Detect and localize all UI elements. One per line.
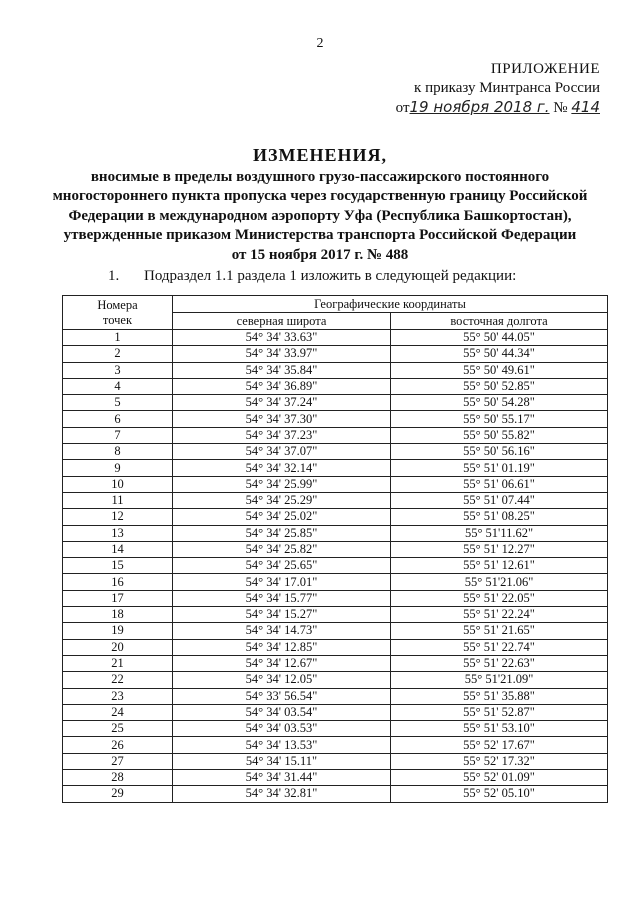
east-longitude-cell: 55° 51' 22.24" <box>391 607 608 623</box>
point-number-cell: 19 <box>63 623 173 639</box>
east-longitude-cell: 55° 51' 22.74" <box>391 639 608 655</box>
table-row <box>63 525 608 541</box>
point-number-cell: 18 <box>63 607 173 623</box>
document-heading <box>30 146 610 265</box>
east-longitude-cell: 55° 52' 01.09" <box>391 770 608 786</box>
east-longitude-cell: 55° 52' 17.67" <box>391 737 608 753</box>
header-north-latitude: северная широта <box>173 313 391 330</box>
table-row <box>63 346 608 362</box>
north-latitude-cell: 54° 34' 15.27" <box>173 607 391 623</box>
table-row <box>63 688 608 704</box>
table-row <box>63 460 608 476</box>
north-latitude-cell: 54° 34' 12.05" <box>173 672 391 688</box>
table-row <box>63 330 608 346</box>
east-longitude-cell: 55° 51' 08.25" <box>391 509 608 525</box>
heading-line: утвержденные приказом Министерства транспорта Российской Федерации <box>63 227 577 243</box>
appendix-order-line: к приказу Минтранса России <box>414 80 600 96</box>
table-row <box>63 574 608 590</box>
north-latitude-cell: 54° 34' 25.99" <box>173 476 391 492</box>
handwritten-number: 414 <box>571 98 600 116</box>
east-longitude-cell: 55° 51' 52.87" <box>391 704 608 720</box>
east-longitude-cell: 55° 51' 01.19" <box>391 460 608 476</box>
table-row <box>63 476 608 492</box>
point-number-cell: 27 <box>63 753 173 769</box>
east-longitude-cell: 55° 51'21.06" <box>391 574 608 590</box>
east-longitude-cell: 55° 51'21.09" <box>391 672 608 688</box>
point-number-cell: 12 <box>63 509 173 525</box>
heading-line: многостороннего пункта пропуска через государственную границу Российской <box>52 188 588 204</box>
point-number-cell: 4 <box>63 378 173 394</box>
table-row <box>63 639 608 655</box>
north-latitude-cell: 54° 34' 25.29" <box>173 492 391 508</box>
appendix-date-line <box>360 98 600 118</box>
appendix-title: ПРИЛОЖЕНИЕ <box>490 61 600 77</box>
table-row <box>63 623 608 639</box>
point-number-cell: 25 <box>63 721 173 737</box>
north-latitude-cell: 54° 34' 33.97" <box>173 346 391 362</box>
point-number-cell: 29 <box>63 786 173 802</box>
east-longitude-cell: 55° 51' 53.10" <box>391 721 608 737</box>
point-number-cell: 10 <box>63 476 173 492</box>
table-row <box>63 427 608 443</box>
table-row <box>63 362 608 378</box>
point-number-cell: 7 <box>63 427 173 443</box>
east-longitude-cell: 55° 50' 44.34" <box>391 346 608 362</box>
point-number-cell: 13 <box>63 525 173 541</box>
coordinates-table <box>62 295 608 803</box>
point-number-cell: 8 <box>63 444 173 460</box>
east-longitude-cell: 55° 50' 55.17" <box>391 411 608 427</box>
table-row <box>63 672 608 688</box>
east-longitude-cell: 55° 51' 35.88" <box>391 688 608 704</box>
east-longitude-cell: 55° 52' 05.10" <box>391 786 608 802</box>
header-east-longitude: восточная долгота <box>391 313 608 330</box>
point-number-cell: 16 <box>63 574 173 590</box>
point-number-cell: 1 <box>63 330 173 346</box>
north-latitude-cell: 54° 34' 35.84" <box>173 362 391 378</box>
north-latitude-cell: 54° 34' 12.67" <box>173 655 391 671</box>
east-longitude-cell: 55° 50' 44.05" <box>391 330 608 346</box>
heading-title: ИЗМЕНЕНИЯ, <box>252 145 387 165</box>
table-row <box>63 395 608 411</box>
point-number-cell: 15 <box>63 558 173 574</box>
date-prefix: от <box>395 100 410 116</box>
north-latitude-cell: 54° 34' 25.02" <box>173 509 391 525</box>
east-longitude-cell: 55° 51' 06.61" <box>391 476 608 492</box>
north-latitude-cell: 54° 34' 25.85" <box>173 525 391 541</box>
north-latitude-cell: 54° 34' 33.63" <box>173 330 391 346</box>
table-row <box>63 444 608 460</box>
point-number-cell: 6 <box>63 411 173 427</box>
heading-line: Федерации в международном аэропорту Уфа (Республика Башкортостан), <box>68 207 572 224</box>
table-row <box>63 704 608 720</box>
north-latitude-cell: 54° 34' 25.65" <box>173 558 391 574</box>
north-latitude-cell: 54° 34' 37.07" <box>173 444 391 460</box>
north-latitude-cell: 54° 34' 15.77" <box>173 590 391 606</box>
table-row <box>63 737 608 753</box>
north-latitude-cell: 54° 34' 37.30" <box>173 411 391 427</box>
table-row <box>63 558 608 574</box>
point-number-cell: 24 <box>63 704 173 720</box>
east-longitude-cell: 55° 51' 22.63" <box>391 655 608 671</box>
point-number-cell: 3 <box>63 362 173 378</box>
east-longitude-cell: 55° 51' 21.65" <box>391 623 608 639</box>
north-latitude-cell: 54° 34' 32.14" <box>173 460 391 476</box>
appendix-block <box>360 60 600 118</box>
east-longitude-cell: 55° 51' 07.44" <box>391 492 608 508</box>
north-latitude-cell: 54° 34' 03.54" <box>173 704 391 720</box>
table-row <box>63 590 608 606</box>
east-longitude-cell: 55° 50' 52.85" <box>391 378 608 394</box>
point-number-cell: 17 <box>63 590 173 606</box>
east-longitude-cell: 55° 50' 49.61" <box>391 362 608 378</box>
header-point-numbers-line2: точек <box>102 312 133 327</box>
east-longitude-cell: 55° 52' 17.32" <box>391 753 608 769</box>
point-number-cell: 9 <box>63 460 173 476</box>
north-latitude-cell: 54° 34' 36.89" <box>173 378 391 394</box>
table-row <box>63 411 608 427</box>
point-number-cell: 22 <box>63 672 173 688</box>
header-point-numbers-line1: Номера <box>97 297 138 312</box>
table-row <box>63 786 608 802</box>
page-number: 2 <box>316 36 324 51</box>
paragraph-text: Подраздел 1.1 раздела 1 изложить в следующей редакции: <box>144 268 517 284</box>
north-latitude-cell: 54° 34' 17.01" <box>173 574 391 590</box>
east-longitude-cell: 55° 51' 22.05" <box>391 590 608 606</box>
table-row <box>63 492 608 508</box>
paragraph-1 <box>108 268 516 285</box>
east-longitude-cell: 55° 51' 12.27" <box>391 541 608 557</box>
east-longitude-cell: 55° 51'11.62" <box>391 525 608 541</box>
east-longitude-cell: 55° 50' 55.82" <box>391 427 608 443</box>
point-number-cell: 14 <box>63 541 173 557</box>
point-number-cell: 21 <box>63 655 173 671</box>
north-latitude-cell: 54° 33' 56.54" <box>173 688 391 704</box>
point-number-cell: 11 <box>63 492 173 508</box>
point-number-cell: 28 <box>63 770 173 786</box>
point-number-cell: 2 <box>63 346 173 362</box>
north-latitude-cell: 54° 34' 37.24" <box>173 395 391 411</box>
north-latitude-cell: 54° 34' 03.53" <box>173 721 391 737</box>
north-latitude-cell: 54° 34' 32.81" <box>173 786 391 802</box>
table-row <box>63 753 608 769</box>
heading-line: от 15 ноября 2017 г. № 488 <box>231 246 409 263</box>
point-number-cell: 26 <box>63 737 173 753</box>
east-longitude-cell: 55° 51' 12.61" <box>391 558 608 574</box>
north-latitude-cell: 54° 34' 13.53" <box>173 737 391 753</box>
table-row <box>63 721 608 737</box>
header-geo-coordinates: Географические координаты <box>173 296 608 313</box>
table-body <box>63 330 608 803</box>
north-latitude-cell: 54° 34' 37.23" <box>173 427 391 443</box>
handwritten-date: 19 ноября 2018 г. <box>409 98 550 116</box>
north-latitude-cell: 54° 34' 31.44" <box>173 770 391 786</box>
north-latitude-cell: 54° 34' 14.73" <box>173 623 391 639</box>
heading-line: вносимые в пределы воздушного грузо-пассажирского постоянного <box>90 168 550 185</box>
table-row <box>63 541 608 557</box>
table-row <box>63 509 608 525</box>
north-latitude-cell: 54° 34' 15.11" <box>173 753 391 769</box>
east-longitude-cell: 55° 50' 54.28" <box>391 395 608 411</box>
table-row <box>63 655 608 671</box>
table-row <box>63 770 608 786</box>
table-row <box>63 607 608 623</box>
north-latitude-cell: 54° 34' 12.85" <box>173 639 391 655</box>
number-prefix: № <box>553 100 568 116</box>
point-number-cell: 20 <box>63 639 173 655</box>
point-number-cell: 23 <box>63 688 173 704</box>
point-number-cell: 5 <box>63 395 173 411</box>
paragraph-number: 1. <box>108 268 120 284</box>
table-row <box>63 378 608 394</box>
north-latitude-cell: 54° 34' 25.82" <box>173 541 391 557</box>
east-longitude-cell: 55° 50' 56.16" <box>391 444 608 460</box>
header-point-numbers <box>63 296 173 330</box>
